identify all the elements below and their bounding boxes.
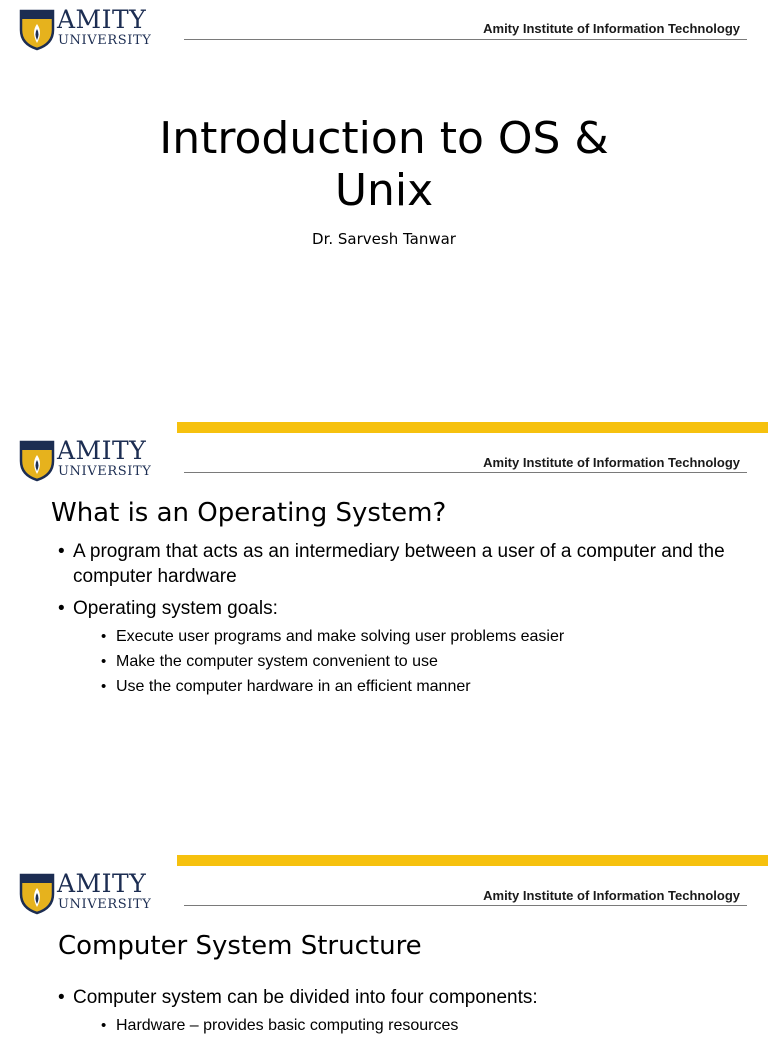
institute-header: Amity Institute of Information Technology	[483, 888, 740, 903]
shield-crest-icon	[19, 8, 55, 50]
bullet-text: Computer system can be divided into four components:	[73, 987, 538, 1008]
sub-list-item: • Make the computer system convenient to use	[101, 649, 738, 674]
brand-name: AMITY	[57, 5, 147, 34]
sub-list-item: • Hardware – provides basic computing resources	[101, 1013, 738, 1038]
brand-sub: UNIVERSITY	[58, 464, 152, 479]
bullet-list	[58, 985, 738, 1038]
accent-bar	[177, 422, 768, 433]
institute-header: Amity Institute of Information Technology	[483, 21, 740, 36]
header-divider	[184, 905, 747, 906]
brand-name: AMITY	[57, 869, 147, 898]
bullet-list	[58, 539, 738, 699]
sub-list-item: • Use the computer hardware in an efficient manner	[101, 674, 738, 699]
institute-header: Amity Institute of Information Technology	[483, 455, 740, 470]
amity-logo	[19, 870, 155, 920]
presentation-title	[84, 113, 684, 217]
header-divider	[184, 472, 747, 473]
list-item	[58, 596, 738, 699]
list-item	[58, 985, 738, 1038]
brand-sub: UNIVERSITY	[58, 33, 152, 48]
title-line-1: Introduction to OS &	[159, 113, 609, 164]
bullet-text: A program that acts as an intermediary between a user of a computer and the computer hardware	[73, 541, 725, 587]
brand-name: AMITY	[57, 436, 147, 465]
list-item	[58, 539, 738, 589]
shield-crest-icon	[19, 439, 55, 481]
author-name: Dr. Sarvesh Tanwar	[312, 230, 456, 248]
sub-list-item: • Execute user programs and make solving user problems easier	[101, 624, 738, 649]
sub-list	[101, 1013, 738, 1038]
os-definition-slide	[0, 420, 768, 850]
shield-crest-icon	[19, 872, 55, 914]
title-slide	[0, 0, 768, 420]
slide-title: Computer System Structure	[58, 931, 422, 961]
system-structure-slide	[0, 850, 768, 1034]
bullet-text: Operating system goals:	[73, 598, 278, 619]
brand-sub: UNIVERSITY	[58, 897, 152, 912]
accent-bar	[177, 855, 768, 866]
title-line-2: Unix	[334, 165, 434, 216]
slide-title: What is an Operating System?	[51, 498, 447, 528]
sub-list	[101, 624, 738, 699]
amity-logo	[19, 6, 155, 56]
amity-logo	[19, 437, 155, 487]
header-divider	[184, 39, 747, 40]
